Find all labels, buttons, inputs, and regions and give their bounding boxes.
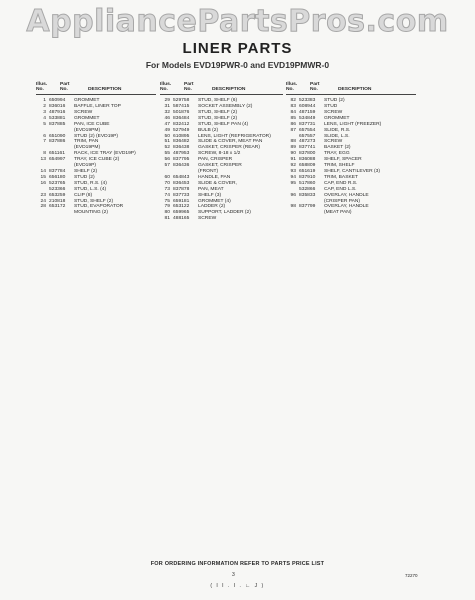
page-subtitle: For Models EVD19PWR-0 and EVD19PMWR-0 xyxy=(145,60,330,70)
part-description: SHELF (3) xyxy=(198,192,222,198)
illus-number: 5 xyxy=(43,121,46,127)
part-description: TRAY, ICE CUBE (2) xyxy=(74,157,120,163)
part-description: GASKET, CRISPER (REAR) xyxy=(198,145,260,151)
document-code: 72270 xyxy=(405,573,418,578)
part-number: 487159 xyxy=(299,109,316,115)
part-row xyxy=(286,210,416,216)
part-description: CAP, END R.S. xyxy=(324,180,358,186)
illus-number: 86 xyxy=(290,121,296,127)
part-description: SLIDE, L.S. xyxy=(324,133,350,139)
part-description: BASKET (2) xyxy=(324,145,351,151)
illus-number: 60 xyxy=(164,174,170,180)
part-description: SHELF, SPACER xyxy=(324,157,362,163)
part-description: TRIM, BASKET xyxy=(324,174,358,180)
part-no-header: Part No. xyxy=(60,82,70,93)
illus-number: 14 xyxy=(40,168,46,174)
illus-number: 23 xyxy=(40,192,46,198)
part-number: 836484 xyxy=(173,115,190,121)
illus-number: 93 xyxy=(290,168,296,174)
part-description: STUD, L.S. (4) xyxy=(74,186,107,192)
illus-number: 98 xyxy=(290,204,296,210)
part-number: 837886 xyxy=(49,139,66,145)
illus-no-header: Illus. No. xyxy=(286,82,298,93)
part-number: 487273 xyxy=(299,139,316,145)
part-description: SCREW xyxy=(324,139,343,145)
part-no-header: Part No. xyxy=(184,82,194,93)
part-number: 533881 xyxy=(49,115,66,121)
illus-no-header: Illus. No. xyxy=(36,82,48,93)
part-number: 651161 xyxy=(49,151,65,157)
illus-number: 52 xyxy=(164,145,170,151)
part-description: SLIDE & COVER, xyxy=(198,180,237,186)
ordering-note: FOR ORDERING INFORMATION REFER TO PARTS PRICE LIST xyxy=(150,561,325,567)
part-number: 534849 xyxy=(299,115,316,121)
illus-number: 95 xyxy=(290,180,296,186)
part-description: SCREW xyxy=(198,216,217,222)
parts-column-2 xyxy=(160,82,283,222)
part-number: 659965 xyxy=(173,210,190,216)
part-number: 836453 xyxy=(173,180,190,186)
part-description: GROMMET xyxy=(74,98,100,104)
illus-number: 6 xyxy=(43,133,46,139)
part-description: SCREW xyxy=(324,109,343,115)
illus-number: 80 xyxy=(164,210,170,216)
part-description: SHELF, CANTILEVER (3) xyxy=(324,168,380,174)
part-description: MOUNTING (2) xyxy=(74,210,108,216)
part-description: SLIDE & COVER, MEAT PAN xyxy=(198,139,263,145)
illus-number: 90 xyxy=(290,151,296,157)
part-number: 210818 xyxy=(49,198,66,204)
part-description: TRAY, EGG xyxy=(324,151,350,157)
illus-number: 96 xyxy=(290,192,296,198)
description-header: DESCRIPTION xyxy=(212,87,246,93)
part-number: 651090 xyxy=(49,133,66,139)
illus-number: 83 xyxy=(290,104,296,109)
illus-number: 4 xyxy=(43,115,46,121)
illus-number: 46 xyxy=(164,115,170,121)
part-number: 837795 xyxy=(173,157,190,163)
part-description: GASKET, CRISPER xyxy=(198,163,242,169)
illus-number: 50 xyxy=(164,133,170,139)
illus-number: 82 xyxy=(290,98,296,104)
part-number: 837784 xyxy=(49,168,66,174)
illus-number: 57 xyxy=(164,163,170,169)
part-description: STUD, EVAPORATOR xyxy=(74,204,124,210)
part-number: 837878 xyxy=(173,186,190,192)
part-number: 487916 xyxy=(49,109,66,115)
illus-number xyxy=(286,210,299,216)
part-number: 532866 xyxy=(299,186,316,192)
illus-number: 75 xyxy=(164,198,170,204)
part-number: 523765 xyxy=(49,180,66,186)
illus-number: 24 xyxy=(40,198,46,204)
part-number: 650994 xyxy=(49,98,66,104)
part-description: HANDLE, PAN xyxy=(198,174,231,180)
part-description: BAFFLE, LINER TOP xyxy=(74,104,121,109)
illus-number: 7 xyxy=(43,139,46,145)
illus-no-header: Illus. No. xyxy=(160,82,172,93)
part-description: PAN, MEAT xyxy=(198,186,224,192)
part-number: 837741 xyxy=(299,145,316,151)
illus-number: 2 xyxy=(43,104,46,109)
part-number: 656180 xyxy=(49,174,66,180)
part-number: 658809 xyxy=(299,163,316,169)
illus-number: 92 xyxy=(290,163,296,169)
part-description: TRIM, PAN xyxy=(74,139,99,145)
part-number: 837885 xyxy=(49,121,66,127)
watermark: AppliancePartsPros.com xyxy=(26,4,449,39)
description-header: DESCRIPTION xyxy=(88,87,122,93)
column-header xyxy=(160,82,283,95)
part-number: 527949 xyxy=(173,127,190,133)
part-description: STUD, SHELF (2) xyxy=(198,109,238,115)
part-number: 836438 xyxy=(173,145,190,151)
part-number: 608944 xyxy=(299,104,316,109)
part-description: (EVD19P) xyxy=(74,163,97,169)
part-description: STUD, SHELF (6) xyxy=(198,98,238,104)
illus-number: 56 xyxy=(164,157,170,163)
part-number: 835833 xyxy=(299,192,316,198)
illus-number: 16 xyxy=(40,180,46,186)
part-description: OVERLAY, HANDLE xyxy=(324,204,369,210)
column-header xyxy=(286,82,416,95)
part-number: 487953 xyxy=(173,151,190,157)
part-number: 836436 xyxy=(173,163,190,169)
part-description: STUD, SHELF (2) xyxy=(198,115,238,121)
illus-number: 94 xyxy=(290,174,296,180)
parts-column-1 xyxy=(36,82,156,216)
part-description: STUD, SHELF (2) xyxy=(74,198,114,204)
illus-number: 3 xyxy=(43,109,46,115)
part-description: SOCKET ASSEMBLY (2) xyxy=(198,104,253,109)
part-description: PAN, CRISPER xyxy=(198,157,233,163)
page-title: LINER PARTS xyxy=(182,40,293,57)
part-description: SLIDE, R.S. xyxy=(324,127,351,133)
part-description: STUD (2) xyxy=(324,98,345,104)
part-description: STUD xyxy=(324,104,338,109)
illus-number: 89 xyxy=(290,145,296,151)
illus-number: 49 xyxy=(164,127,170,133)
part-number: 837800 xyxy=(299,151,316,157)
part-description: CLIP (8) xyxy=(74,192,93,198)
page-number: 3 xyxy=(232,572,235,578)
part-number: 654997 xyxy=(49,157,66,163)
part-number: 610895 xyxy=(173,133,190,139)
illus-number: 87 xyxy=(290,127,296,133)
illus-number: 70 xyxy=(164,180,170,186)
part-number: 529758 xyxy=(173,98,190,104)
part-no-header: Part No. xyxy=(310,82,320,93)
part-row xyxy=(36,210,156,216)
part-number: 654843 xyxy=(173,174,190,180)
part-number: 836016 xyxy=(49,104,66,109)
part-number xyxy=(49,210,74,216)
part-number: 488165 xyxy=(173,216,190,222)
part-description: PAN, ICE CUBE xyxy=(74,121,110,127)
part-description: (FRONT) xyxy=(198,168,219,174)
part-number: 837731 xyxy=(299,121,316,127)
illus-number: 91 xyxy=(290,157,296,163)
part-description: GROMMET xyxy=(324,115,350,121)
part-description: LADDER (2) xyxy=(198,204,226,210)
part-row xyxy=(160,216,283,222)
part-description: LENS, LIGHT (FREEZER) xyxy=(324,121,382,127)
part-description: (EVD19PM) xyxy=(74,127,101,133)
illus-number: 85 xyxy=(290,115,296,121)
illus-number: 79 xyxy=(164,204,170,210)
illus-number: 32 xyxy=(164,109,170,115)
illus-number: 13 xyxy=(40,157,46,163)
part-description: (MEAT PAN) xyxy=(324,210,352,216)
illus-number: 29 xyxy=(164,98,170,104)
part-description: (EVD19PM) xyxy=(74,145,101,151)
column-header xyxy=(36,82,156,95)
illus-number: 73 xyxy=(164,186,170,192)
part-number: 837910 xyxy=(299,174,316,180)
part-number: 517860 xyxy=(299,180,316,186)
part-number: 837733 xyxy=(173,192,190,198)
part-description: STUD, SHELF PAN (4) xyxy=(198,121,249,127)
part-number: 659181 xyxy=(173,198,190,204)
part-description: STUD, R.S. (4) xyxy=(74,180,107,186)
part-number: 832412 xyxy=(173,121,190,127)
part-number: 657557 xyxy=(299,133,316,139)
illus-number: 84 xyxy=(290,109,296,115)
part-description: (CRISPER PAN) xyxy=(324,198,361,204)
part-description: OVERLAY, HANDLE xyxy=(324,192,369,198)
part-number: 523366 xyxy=(49,186,66,192)
bottom-marks: ( I I . I . ∟ J ) xyxy=(210,583,265,589)
part-description: GROMMET (4) xyxy=(198,198,231,204)
illus-number xyxy=(36,210,49,216)
illus-number: 88 xyxy=(290,139,296,145)
description-header: DESCRIPTION xyxy=(338,87,372,93)
part-number: 657554 xyxy=(299,127,316,133)
part-description: SCREW, 8-18 x 1/2 xyxy=(198,151,241,157)
illus-number: 31 xyxy=(164,104,170,109)
part-number: 653259 xyxy=(49,192,66,198)
illus-number: 74 xyxy=(164,192,170,198)
part-number: 587415 xyxy=(173,104,190,109)
part-number: 837799 xyxy=(299,204,316,210)
part-number: 836482 xyxy=(173,139,190,145)
part-description: LENS, LIGHT (REFRIGERATOR) xyxy=(198,133,271,139)
part-description: BULB (2) xyxy=(198,127,219,133)
part-description: TRIM, SHELF xyxy=(324,163,355,169)
part-number: 523383 xyxy=(299,98,316,104)
illus-number: 28 xyxy=(40,204,46,210)
part-description: CAP, END L.S. xyxy=(324,186,357,192)
part-number: 653122 xyxy=(173,204,190,210)
illus-number: 51 xyxy=(164,139,170,145)
illus-number: 47 xyxy=(164,121,170,127)
part-number: 651619 xyxy=(299,168,316,174)
part-number: 501876 xyxy=(173,109,190,115)
illus-number: 1 xyxy=(43,98,46,104)
part-description: SUPPORT, LADDER (2) xyxy=(198,210,251,216)
part-description: GROMMET xyxy=(74,115,100,121)
illus-number: 8 xyxy=(43,151,46,157)
part-number: 836088 xyxy=(299,157,316,163)
part-description: SHELF (2) xyxy=(74,168,98,174)
part-description: SCREW xyxy=(74,109,93,115)
part-description: RACK, ICE TRAY (EVD19P) xyxy=(74,151,136,157)
part-number xyxy=(299,210,324,216)
illus-number: 81 xyxy=(164,216,170,222)
illus-number: 55 xyxy=(164,151,170,157)
part-description: STUD (2) (EVD19P) xyxy=(74,133,119,139)
part-number: 653172 xyxy=(49,204,66,210)
parts-column-3 xyxy=(286,82,416,216)
illus-number: 15 xyxy=(40,174,46,180)
part-description: STUD (2) xyxy=(74,174,95,180)
